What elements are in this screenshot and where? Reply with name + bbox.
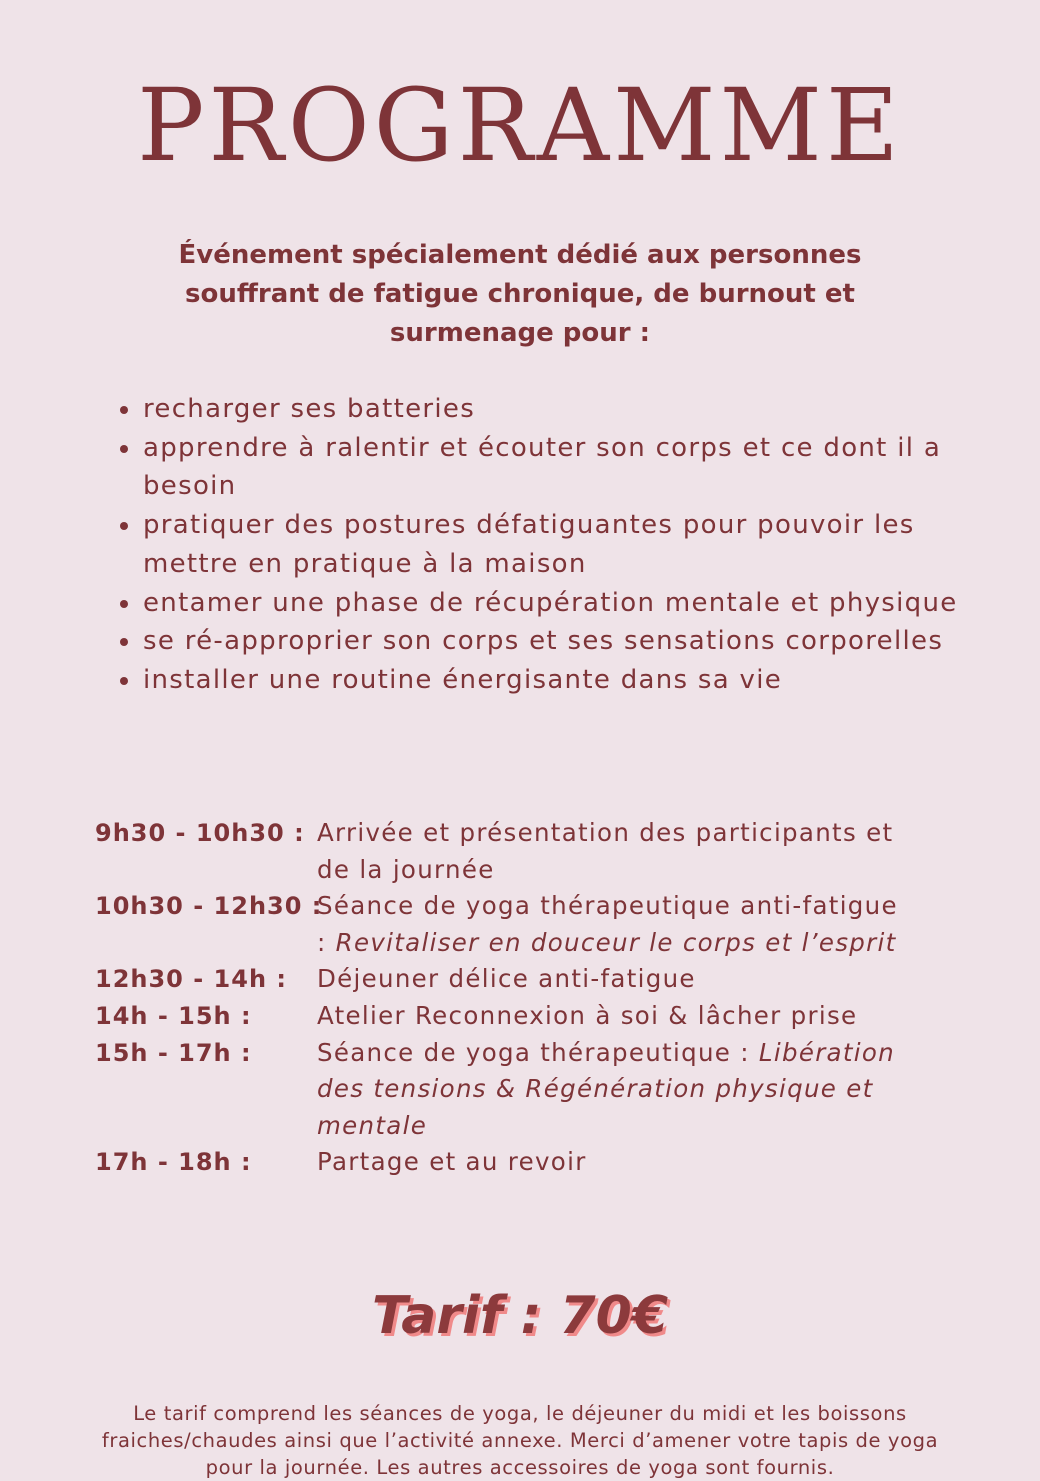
schedule-slot [95, 1144, 955, 1181]
goal-item: entamer une phase de récupération mentale et physique [112, 584, 962, 623]
slot-time: 10h30 - 12h30 : [95, 892, 323, 921]
schedule-slot [95, 815, 955, 888]
slot-text-italic: Libération des tensions & Régénération physique et mentale [317, 1037, 896, 1140]
slot-text: Séance de yoga thérapeutique anti-fatigue : [317, 891, 898, 957]
goal-item: apprendre à ralentir et écouter son corps et ce dont il a besoin [112, 429, 962, 506]
slot-text: Partage et au revoir [317, 1147, 587, 1177]
goal-item: se ré-approprier son corps et ses sensations corporelles [112, 622, 962, 661]
slot-time: 14h - 15h : [95, 1001, 252, 1030]
slot-description [317, 888, 907, 961]
slot-description [317, 998, 907, 1035]
page-title: PROGRAMME [137, 67, 903, 184]
schedule-slot [95, 998, 955, 1035]
slot-text: Arrivée et présentation des participants et de la journée [317, 818, 894, 884]
goals-list [112, 390, 962, 700]
schedule [95, 815, 955, 1181]
slot-time: 9h30 - 10h30 : [95, 819, 305, 847]
intro-text: Événement spécialement dédié aux personnes souffrant de fatigue chronique, de burnout et surmenage pour : [178, 240, 862, 348]
slot-time: 17h - 18h : [95, 1148, 252, 1177]
tariff-label: Tarif : 70€ [371, 1286, 669, 1346]
schedule-slot [95, 961, 955, 998]
slot-description [317, 1144, 907, 1181]
slot-description [317, 815, 907, 888]
slot-text: Atelier Reconnexion à soi & lâcher prise [317, 1000, 858, 1030]
slot-description [317, 1035, 907, 1145]
slot-text-italic: Revitaliser en douceur le corps et l’esprit [335, 927, 897, 957]
slot-text: Séance de yoga thérapeutique : [317, 1037, 759, 1067]
slot-text: Déjeuner délice anti-fatigue [317, 964, 696, 994]
schedule-slot [95, 888, 955, 961]
slot-time: 15h - 17h : [95, 1038, 252, 1067]
slot-time: 12h30 - 14h : [95, 965, 287, 994]
tariff-note: Le tarif comprend les séances de yoga, le déjeuner du midi et les boissons fraiches/chaudes ainsi que l’activité annexe. Merci d’amener votre tapis de yoga pour la journée. Les autres accessoires de yoga sont fournis. [101, 1402, 939, 1479]
goal-item: installer une routine énergisante dans sa vie [112, 661, 962, 700]
goal-item: pratiquer des postures défatiguantes pour pouvoir les mettre en pratique à la maison [112, 506, 962, 583]
schedule-slot [95, 1035, 955, 1145]
goal-item: recharger ses batteries [112, 390, 962, 429]
slot-description [317, 961, 907, 998]
